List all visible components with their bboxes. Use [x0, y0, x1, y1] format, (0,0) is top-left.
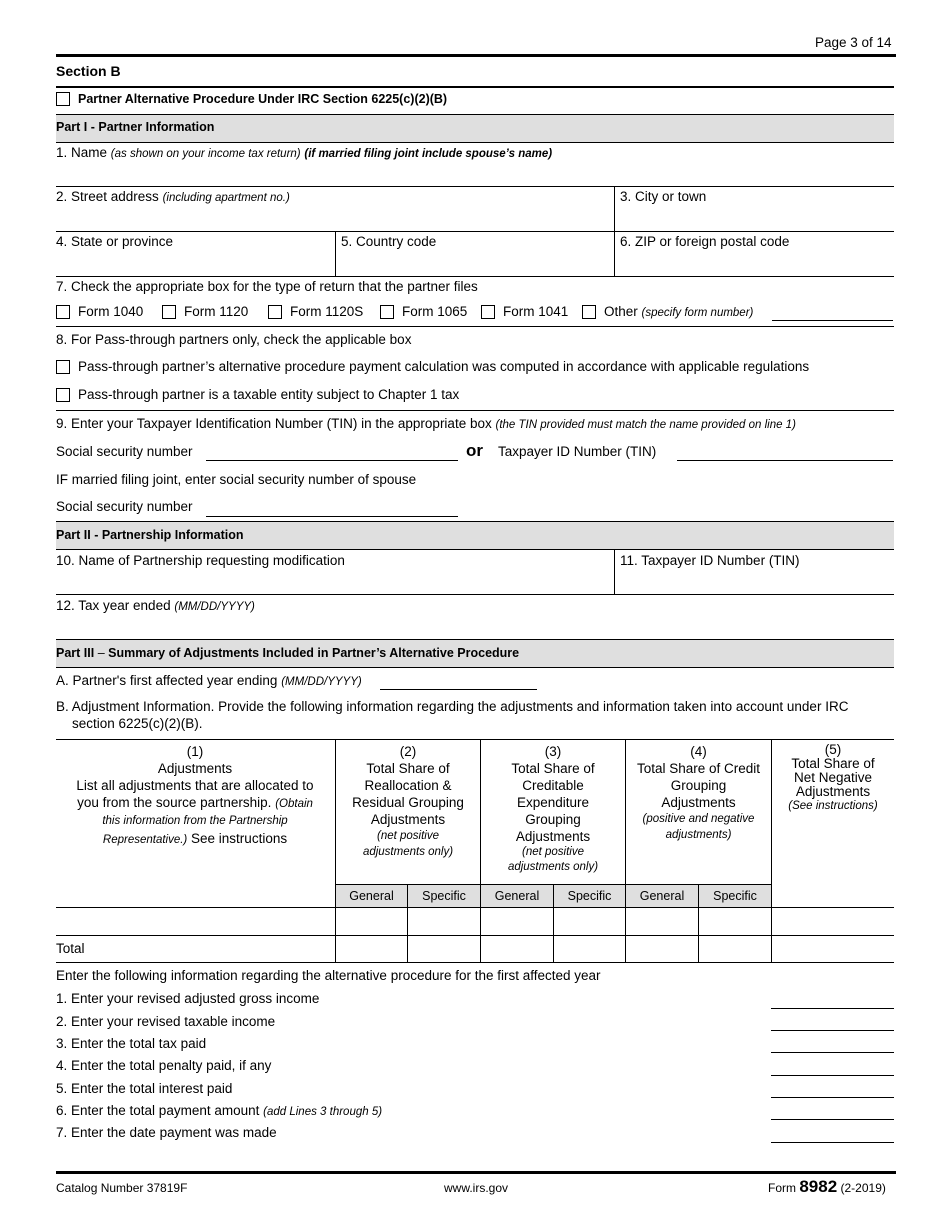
col5-l3: Adjustments	[795, 784, 871, 799]
form-1120-checkbox[interactable]	[162, 305, 176, 319]
lineB-text-2: section 6225(c)(2)(B).	[72, 716, 203, 731]
line8-option1-checkbox[interactable]	[56, 360, 70, 374]
procedure-line-text: 1. Enter your revised adjusted gross income	[56, 991, 320, 1006]
lineA-label	[56, 673, 362, 688]
col2-specific: Specific	[408, 885, 480, 907]
ssn2-label: Social security number	[56, 499, 193, 514]
form-1041-checkbox[interactable]	[481, 305, 495, 319]
rule	[56, 594, 894, 595]
spouse-ssn-input[interactable]	[206, 516, 458, 517]
footer-rule	[56, 1171, 896, 1174]
col3-l4: Grouping	[525, 812, 581, 827]
col3-n2: adjustments only)	[507, 861, 599, 873]
procedure-line-text: 4. Enter the total penalty paid, if any	[56, 1058, 272, 1073]
part3-title	[56, 646, 519, 660]
procedure-input-7[interactable]	[771, 1142, 894, 1143]
rule	[56, 410, 894, 411]
line4-label: 4. State or province	[56, 234, 174, 249]
rule	[56, 326, 894, 327]
line2-field[interactable]	[56, 189, 612, 229]
col4-n2: adjustments)	[665, 829, 732, 841]
procedure-line-4	[56, 1058, 271, 1073]
form-1120s-label: Form 1120S	[290, 304, 364, 319]
website: www.irs.gov	[444, 1181, 509, 1195]
col3-specific: Specific	[554, 885, 625, 907]
part1-title: Part I - Partner Information	[56, 120, 215, 134]
ssn-input[interactable]	[206, 460, 458, 461]
page-number: Page 3 of 14	[815, 35, 892, 50]
line11-label: 11. Taxpayer ID Number (TIN)	[620, 553, 800, 568]
lineA-input[interactable]	[380, 689, 537, 690]
spouse-label: IF married filing joint, enter social security number of spouse	[56, 472, 417, 487]
col1-title: Adjustments	[157, 761, 233, 776]
col4-header	[626, 743, 771, 843]
line12-note: (MM/DD/YYYY)	[174, 601, 255, 613]
form-revision: (2-2019)	[840, 1181, 886, 1195]
col3-general: General	[481, 885, 553, 907]
procedure-input-5[interactable]	[771, 1097, 894, 1098]
line4-field[interactable]	[56, 234, 332, 274]
col1-header	[56, 743, 334, 849]
form-number: 8982	[799, 1177, 838, 1196]
ssn-label: Social security number	[56, 444, 193, 459]
col1-note3: Representative.)	[102, 834, 188, 846]
part3-title-part: Part III	[56, 646, 95, 660]
col1-desc2: you from the source partnership.	[77, 795, 272, 810]
col5-l1: Total Share of	[791, 756, 875, 771]
rule	[56, 935, 894, 936]
rule	[56, 231, 894, 232]
col2-header	[336, 743, 480, 860]
procedure-input-2[interactable]	[771, 1030, 894, 1031]
procedure-input-1[interactable]	[771, 1008, 894, 1009]
col4-l2: Grouping	[670, 778, 727, 793]
catalog-number: Catalog Number 37819F	[56, 1181, 188, 1195]
line5-label: 5. Country code	[341, 234, 437, 249]
rule	[56, 276, 894, 277]
procedure-line-1	[56, 991, 319, 1006]
or-text: or	[466, 441, 483, 460]
procedure-line-text: 5. Enter the total interest paid	[56, 1081, 233, 1096]
procedure-line-text: 3. Enter the total tax paid	[56, 1036, 207, 1051]
col2-n2: adjustments only)	[362, 846, 454, 858]
procedure-line-3	[56, 1036, 206, 1051]
form-1065-label: Form 1065	[402, 304, 468, 319]
col1-note2: this information from the Partnership	[102, 815, 288, 827]
col2-l3: Residual Grouping	[352, 795, 464, 810]
rule	[56, 86, 894, 88]
divider	[614, 549, 615, 594]
line1-field[interactable]	[56, 145, 894, 185]
col2-num: (2)	[399, 744, 417, 759]
table-row[interactable]	[56, 908, 894, 934]
table-top	[56, 739, 894, 740]
col2-l1: Total Share of	[366, 761, 450, 776]
col5-l2: Net Negative	[793, 770, 873, 785]
tin-label: Taxpayer ID Number (TIN)	[498, 444, 657, 459]
line9-text: 9. Enter your Taxpayer Identification Number (TIN) in the appropriate box	[56, 416, 492, 431]
lineA-text: A. Partner's first affected year ending	[56, 673, 278, 688]
form-1065-checkbox[interactable]	[380, 305, 394, 319]
line8-label: 8. For Pass-through partners only, check the applicable box	[56, 332, 412, 347]
form-1041-label: Form 1041	[503, 304, 569, 319]
col2-n1: (net positive	[376, 830, 439, 842]
col5-n1: (See instructions)	[788, 800, 878, 812]
part3-title-dash: –	[94, 646, 109, 660]
form-1040-checkbox[interactable]	[56, 305, 70, 319]
other-note: (specify form number)	[641, 307, 754, 319]
form-word: Form	[768, 1181, 796, 1195]
col1-desc1: List all adjustments that are allocated to	[76, 778, 314, 793]
col3-l1: Total Share of	[511, 761, 595, 776]
procedure-input-4[interactable]	[771, 1075, 894, 1076]
procedure-line-text: 7. Enter the date payment was made	[56, 1125, 277, 1140]
line6-label: 6. ZIP or foreign postal code	[620, 234, 790, 249]
other-label: Other	[604, 304, 638, 319]
col4-specific: Specific	[699, 885, 771, 907]
col5-header	[772, 743, 894, 813]
procedure-line-5	[56, 1081, 232, 1096]
col3-header	[481, 743, 625, 875]
procedure-line-2	[56, 1014, 275, 1029]
line9-label	[56, 416, 796, 431]
col3-l5: Adjustments	[515, 829, 591, 844]
part2-title: Part II - Partnership Information	[56, 528, 244, 542]
line9-note: (the TIN provided must match the name provided on line 1)	[495, 419, 796, 431]
line8-option2-checkbox[interactable]	[56, 388, 70, 402]
line10-field[interactable]	[56, 553, 612, 591]
procedure-intro: Enter the following information regarding the alternative procedure for the first affected year	[56, 968, 601, 983]
col2-l4: Adjustments	[370, 812, 446, 827]
form-1040-label: Form 1040	[78, 304, 144, 319]
col3-num: (3)	[544, 744, 562, 759]
total-label: Total	[56, 941, 85, 956]
procedure-line-note: (add Lines 3 through 5)	[263, 1106, 383, 1118]
col4-n1: (positive and negative	[642, 813, 755, 825]
line10-label: 10. Name of Partnership requesting modification	[56, 553, 345, 568]
col5-num: (5)	[824, 742, 842, 757]
form-1120s-checkbox[interactable]	[268, 305, 282, 319]
section-b-checkbox[interactable]	[56, 92, 70, 106]
part3-title-text: Summary of Adjustments Included in Partner’s Alternative Procedure	[108, 646, 520, 660]
procedure-input-6[interactable]	[771, 1119, 894, 1120]
rule	[56, 186, 894, 187]
section-b-checkbox-label: Partner Alternative Procedure Under IRC Section 6225(c)(2)(B)	[78, 92, 448, 106]
form-1120-label: Form 1120	[184, 304, 249, 319]
line5-field[interactable]	[341, 234, 611, 274]
form-id	[768, 1177, 886, 1197]
col3-l3: Expenditure	[516, 795, 590, 810]
tin-input[interactable]	[677, 460, 893, 461]
col4-l1: Total Share of Credit	[636, 761, 761, 776]
col3-l2: Creditable	[522, 778, 584, 793]
col4-l3: Adjustments	[661, 795, 736, 810]
procedure-line-7	[56, 1125, 277, 1140]
procedure-line-text: 6. Enter the total payment amount	[56, 1103, 260, 1118]
section-title: Section B	[56, 63, 121, 79]
line6-field[interactable]	[620, 234, 890, 274]
line1-label: 1. Name	[56, 145, 108, 160]
col2-l2: Reallocation &	[364, 778, 452, 793]
line1-note: (as shown on your income tax return)	[110, 148, 301, 160]
line8-option1-label: Pass-through partner’s alternative procedure payment calculation was computed in accordance with applicable regulations	[78, 359, 810, 374]
col4-num: (4)	[690, 744, 707, 759]
line2-label: 2. Street address	[56, 189, 159, 204]
col2-general: General	[336, 885, 407, 907]
col4-general: General	[626, 885, 698, 907]
line8-option2-label: Pass-through partner is a taxable entity subject to Chapter 1 tax	[78, 387, 460, 402]
line3-label: 3. City or town	[620, 189, 707, 204]
form-other-label	[604, 304, 753, 319]
procedure-line-6	[56, 1103, 382, 1118]
line7-label: 7. Check the appropriate box for the type of return that the partner files	[56, 279, 478, 294]
line12-label: 12. Tax year ended	[56, 598, 171, 613]
line3-field[interactable]	[620, 189, 890, 229]
col1-note1: (Obtain	[275, 798, 313, 810]
col1-num: (1)	[186, 744, 204, 759]
lineA-note: (MM/DD/YYYY)	[281, 676, 362, 688]
line12-field[interactable]	[56, 598, 894, 636]
line2-note: (including apartment no.)	[162, 192, 290, 204]
top-rule	[56, 54, 896, 57]
divider	[335, 231, 336, 276]
other-form-input[interactable]	[772, 320, 893, 321]
col3-n1: (net positive	[521, 846, 584, 858]
procedure-line-text: 2. Enter your revised taxable income	[56, 1014, 276, 1029]
col1-tail: See instructions	[191, 831, 288, 846]
line11-field[interactable]	[620, 553, 890, 591]
form-other-checkbox[interactable]	[582, 305, 596, 319]
procedure-input-3[interactable]	[771, 1052, 894, 1053]
lineB-text: B. Adjustment Information. Provide the following information regarding the adjustments and information taken into account under IRC	[56, 699, 849, 714]
line1-note-bold: (if married filing joint include spouse’s name)	[304, 148, 553, 160]
table-bottom	[56, 962, 894, 963]
